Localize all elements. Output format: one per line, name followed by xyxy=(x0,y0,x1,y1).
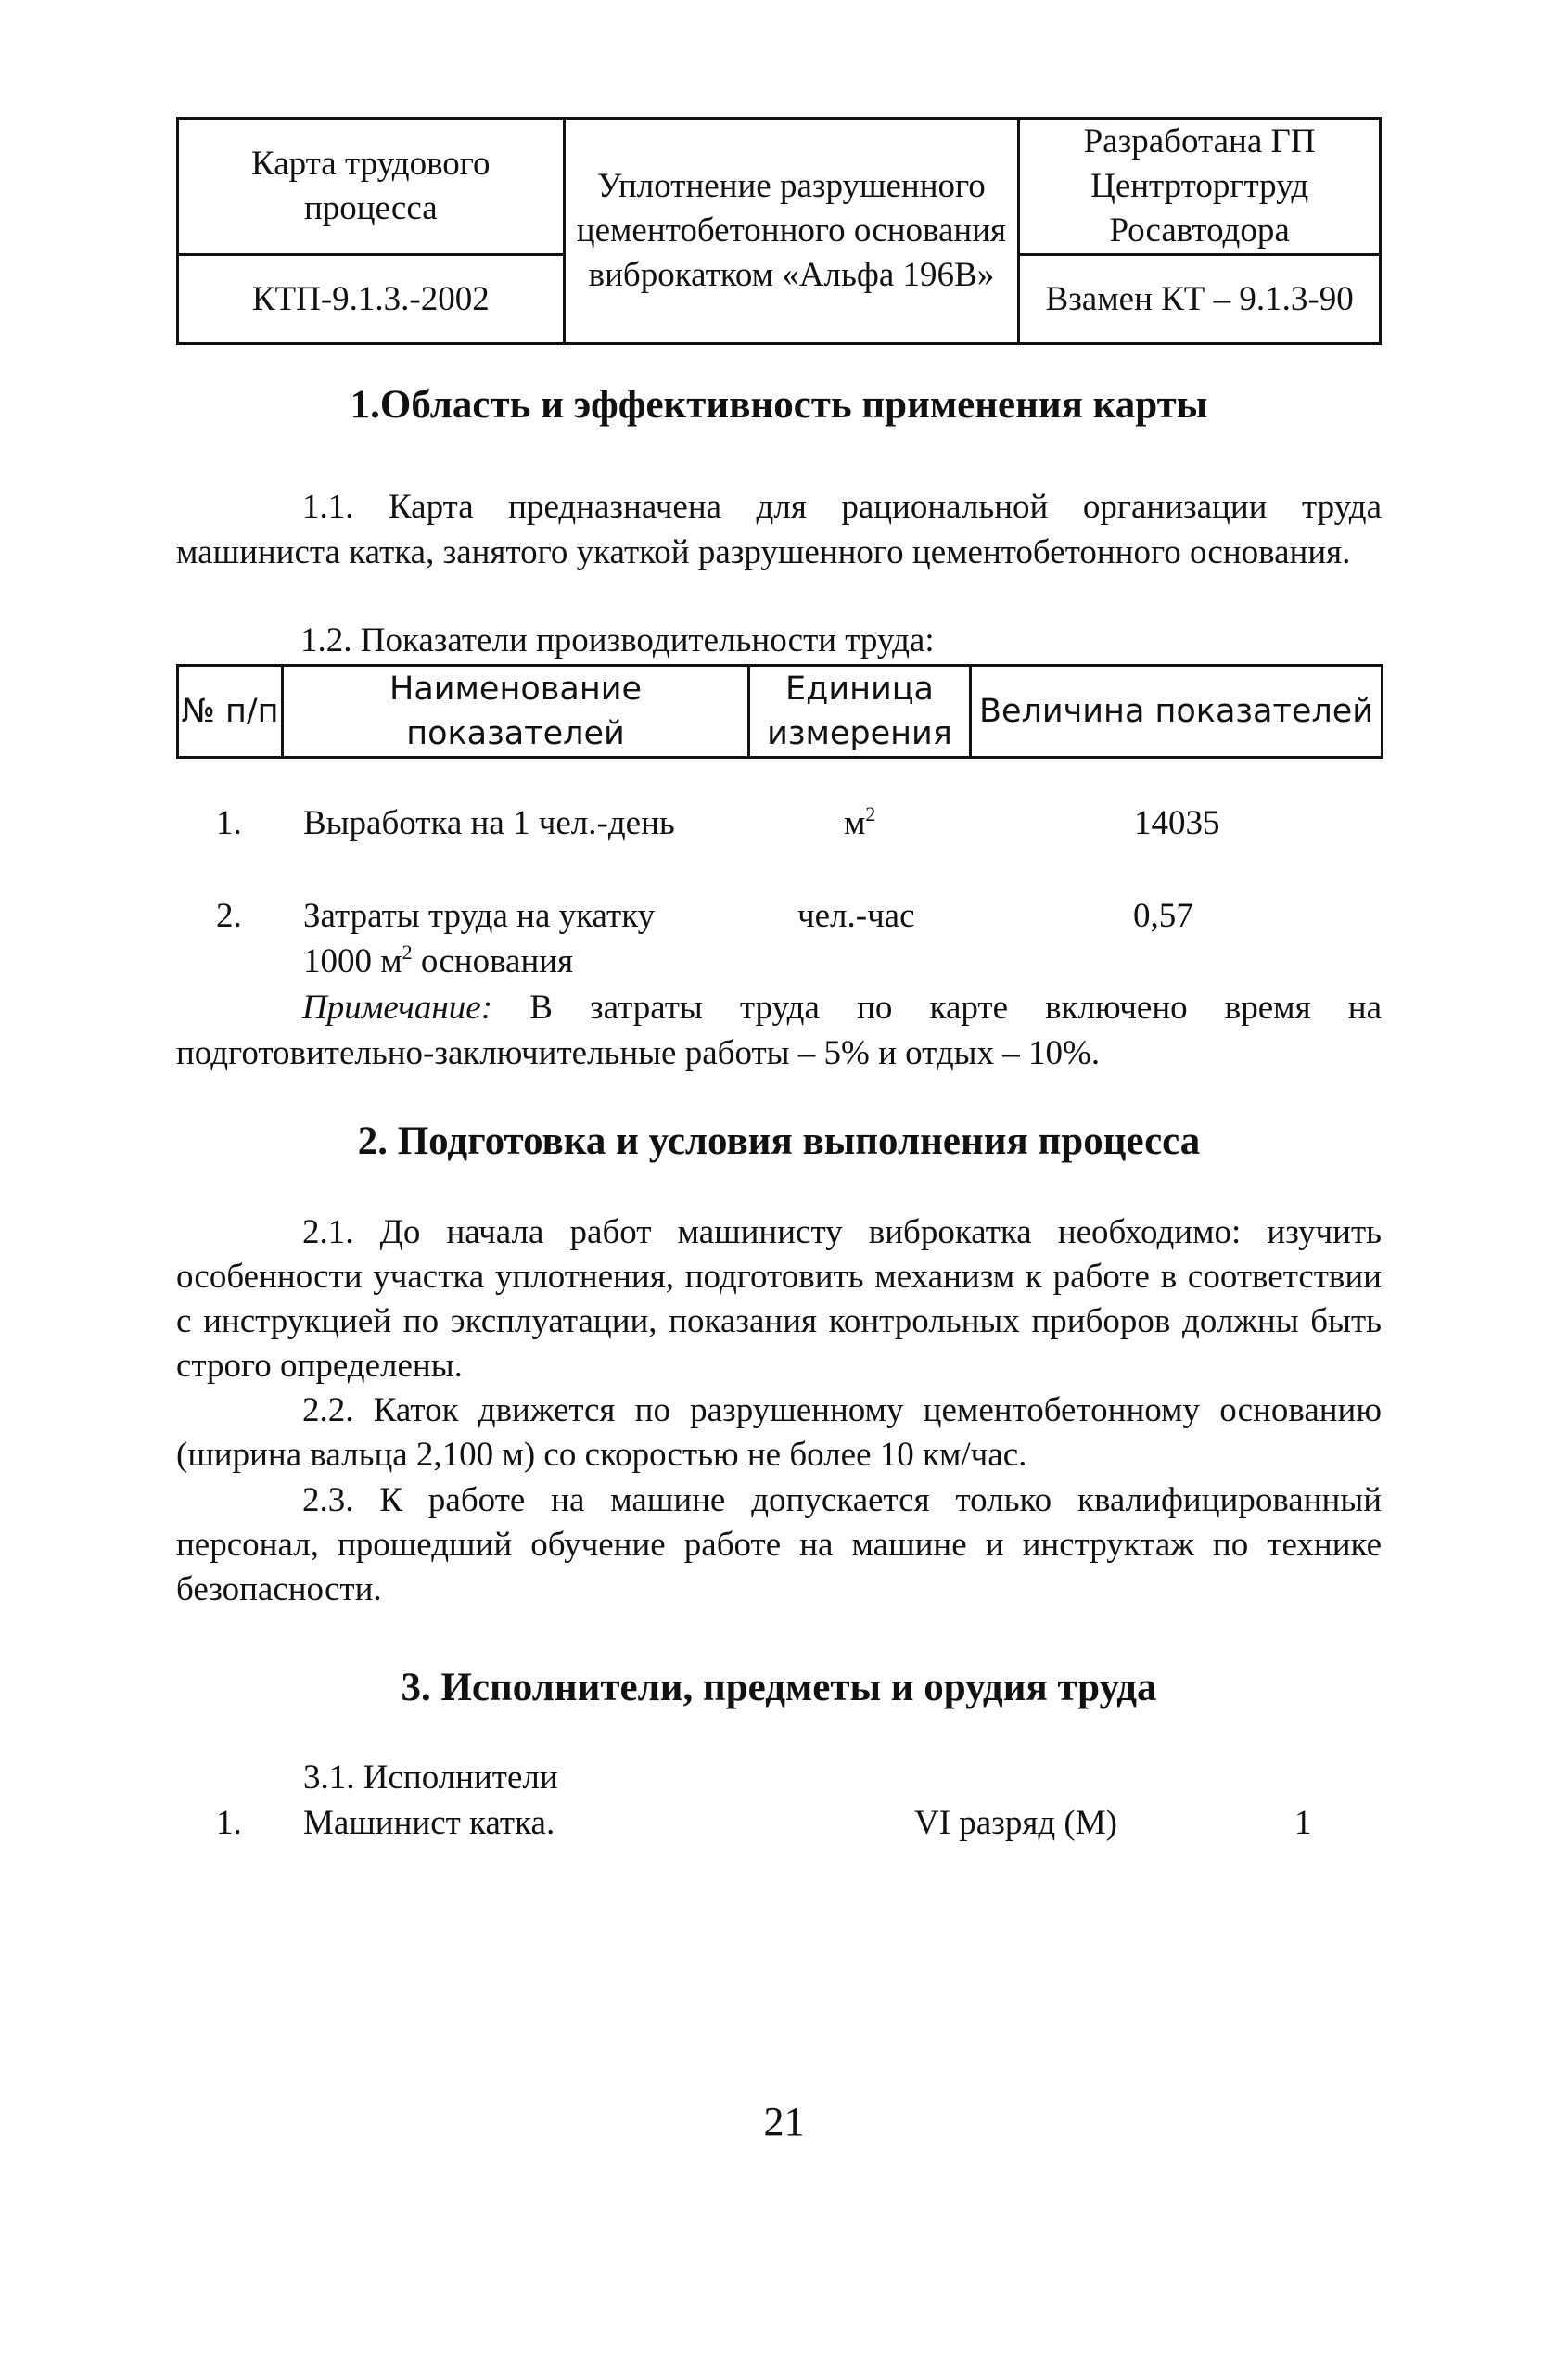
replaces-cell: Взамен КТ – 9.1.3-90 xyxy=(1019,255,1381,344)
row1-num: 1. xyxy=(216,804,242,842)
col-unit-header: Единица измерения xyxy=(749,666,971,758)
card-label: Карта трудового процесса xyxy=(178,119,565,255)
section1-title: 1.Область и эффективность применения карты xyxy=(350,383,1208,427)
indicators-table xyxy=(176,664,1383,759)
section2-title: 2. Подготовка и условия выполнения процесса xyxy=(357,1119,1201,1163)
paragraph-1-1: 1.1. Карта предназначена для рациональной организации труда машиниста катка, занятого укаткой разрушенного цементобетонного основания. xyxy=(176,488,1382,571)
performer-num: 1. xyxy=(216,1804,242,1842)
paragraph-2-3: 2.3. К работе на машине допускается только квалифицированный персонал, прошедший обучение работе на машине и инструктаж по технике безопасности. xyxy=(176,1481,1382,1608)
col-name-header: Наименование показателей xyxy=(283,666,749,758)
note-text: В затраты труда по карте включено время на подготовительно-заключительные работы – 5% и отдых – 10%. xyxy=(176,989,1382,1072)
row2-name: Затраты труда на укатку xyxy=(303,897,656,935)
card-title: Уплотнение разрушенного цементобетонного основания виброкатком «Альфа 196В» xyxy=(564,119,1019,344)
row2-value: 0,57 xyxy=(1133,897,1193,935)
header-table xyxy=(176,117,1382,345)
performer-grade: VI разряд (М) xyxy=(914,1804,1117,1842)
paragraph-2-1: 2.1. До начала работ машинисту виброкатка необходимо: изучить особенности участка уплотнения, подготовить механизм к работе в соответствии с инструкцией по эксплуатации, показания контрольных приборов должны быть строго определены. xyxy=(176,1213,1382,1385)
subsection-3-1: 3.1. Исполнители xyxy=(303,1759,558,1797)
performer-name: Машинист катка. xyxy=(303,1804,555,1842)
paragraph-2-2: 2.2. Каток движется по разрушенному цементобетонному основанию (ширина вальца 2,100 м) со скоростью не более 10 км/час. xyxy=(176,1391,1382,1474)
note-label: Примечание: xyxy=(302,989,493,1027)
row2-name-line2: 1000 $м^2$ основания xyxy=(303,940,574,980)
paragraph-1-2: 1.2. Показатели производительности труда: xyxy=(300,621,935,659)
performer-count: 1 xyxy=(1294,1804,1312,1842)
col-num-header: № п/п xyxy=(178,666,283,758)
developer-cell: Разработана ГП Центрторгтруд Росавтодора xyxy=(1019,119,1381,255)
row2-unit: чел.-час xyxy=(797,897,915,935)
row1-name: Выработка на 1 чел.-день xyxy=(303,804,675,842)
page-number: 21 xyxy=(763,2099,805,2144)
col-value-header: Величина показателей xyxy=(971,666,1383,758)
section3-title: 3. Исполнители, предметы и орудия труда xyxy=(401,1666,1157,1709)
row2-num: 2. xyxy=(216,897,242,935)
row1-unit: $м^2$ xyxy=(844,802,876,842)
card-code: КТП-9.1.3.-2002 xyxy=(178,255,565,344)
row1-value: 14035 xyxy=(1134,804,1220,842)
note-paragraph xyxy=(176,985,1382,1076)
